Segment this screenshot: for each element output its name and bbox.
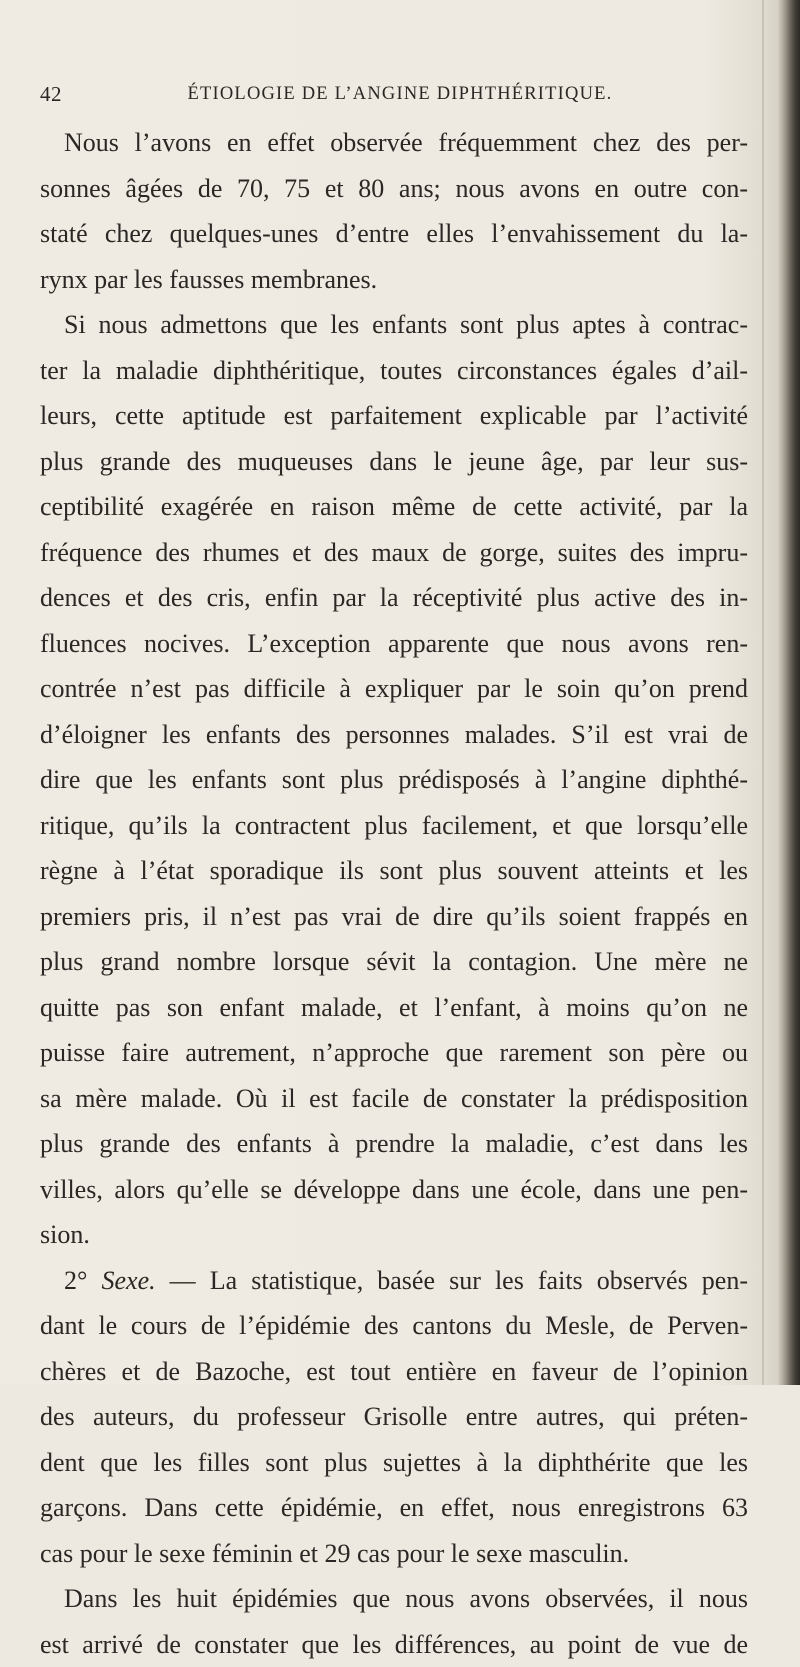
text-line: sion.: [40, 1212, 748, 1258]
text-line: dant le cours de l’épidémie des cantons du Mesle, de Perven-: [40, 1303, 748, 1349]
text-line: fluences nocives. L’exception apparente que nous avons ren-: [40, 621, 748, 667]
text-line: ritique, qu’ils la contractent plus facilement, et que lorsqu’elle: [40, 803, 748, 849]
text-line: staté chez quelques-unes d’entre elles l’envahissement du la-: [40, 211, 748, 257]
text-line: leurs, cette aptitude est parfaitement explicable par l’activité: [40, 393, 748, 439]
text-line: des auteurs, du professeur Grisolle entre autres, qui préten-: [40, 1394, 748, 1440]
text-line: sonnes âgées de 70, 75 et 80 ans; nous avons en outre con-: [40, 166, 748, 212]
section-title: Sexe.: [101, 1266, 155, 1295]
text-line: d’éloigner les enfants des personnes malades. S’il est vrai de: [40, 712, 748, 758]
section-number: 2°: [64, 1266, 101, 1295]
text-line: cas pour le sexe féminin et 29 cas pour le sexe masculin.: [40, 1531, 748, 1577]
page-number: 42: [40, 82, 62, 107]
running-title: ÉTIOLOGIE DE L’ANGINE DIPHTHÉRITIQUE.: [100, 84, 700, 105]
text-line: Nous l’avons en effet observée fréquemment chez des per-: [40, 120, 748, 166]
text-line: villes, alors qu’elle se développe dans une école, dans une pen-: [40, 1167, 748, 1213]
text-line: dences et des cris, enfin par la réceptivité plus active des in-: [40, 575, 748, 621]
text-line: est arrivé de constater que les différences, au point de vue de: [40, 1622, 748, 1667]
text-line: quitte pas son enfant malade, et l’enfant, à moins qu’on ne: [40, 985, 748, 1031]
text-line: contrée n’est pas difficile à expliquer par le soin qu’on prend: [40, 666, 748, 712]
text-line: plus grande des muqueuses dans le jeune âge, par leur sus-: [40, 439, 748, 485]
book-binding-edge: [778, 0, 800, 1385]
text-line: dent que les filles sont plus sujettes à la diphthérite que les: [40, 1440, 748, 1486]
section-heading-line: [40, 1258, 748, 1304]
text-line: ceptibilité exagérée en raison même de cette activité, par la: [40, 484, 748, 530]
text-line: rynx par les fausses membranes.: [40, 257, 748, 303]
text-line: dire que les enfants sont plus prédisposés à l’angine diphthé-: [40, 757, 748, 803]
text-line: fréquence des rhumes et des maux de gorge, suites des impru-: [40, 530, 748, 576]
text-line: puisse faire autrement, n’approche que rarement son père ou: [40, 1030, 748, 1076]
running-header: [40, 82, 760, 108]
body-text: [40, 120, 748, 1667]
binding-shadow-line: [762, 0, 764, 1385]
text-line: premiers pris, il n’est pas vrai de dire qu’ils soient frappés en: [40, 894, 748, 940]
text-line: ter la maladie diphthéritique, toutes circonstances égales d’ail-: [40, 348, 748, 394]
text-line: chères et de Bazoche, est tout entière en faveur de l’opinion: [40, 1349, 748, 1395]
text-line: Dans les huit épidémies que nous avons observées, il nous: [40, 1576, 748, 1622]
text-line: sa mère malade. Où il est facile de constater la prédisposition: [40, 1076, 748, 1122]
text-line: garçons. Dans cette épidémie, en effet, nous enregistrons 63: [40, 1485, 748, 1531]
text-line: Si nous admettons que les enfants sont plus aptes à contrac-: [40, 302, 748, 348]
text-line: plus grand nombre lorsque sévit la contagion. Une mère ne: [40, 939, 748, 985]
text-line: règne à l’état sporadique ils sont plus souvent atteints et les: [40, 848, 748, 894]
text-line: plus grande des enfants à prendre la maladie, c’est dans les: [40, 1121, 748, 1167]
section-line-text: — La statistique, basée sur les faits observés pen-: [156, 1266, 748, 1295]
